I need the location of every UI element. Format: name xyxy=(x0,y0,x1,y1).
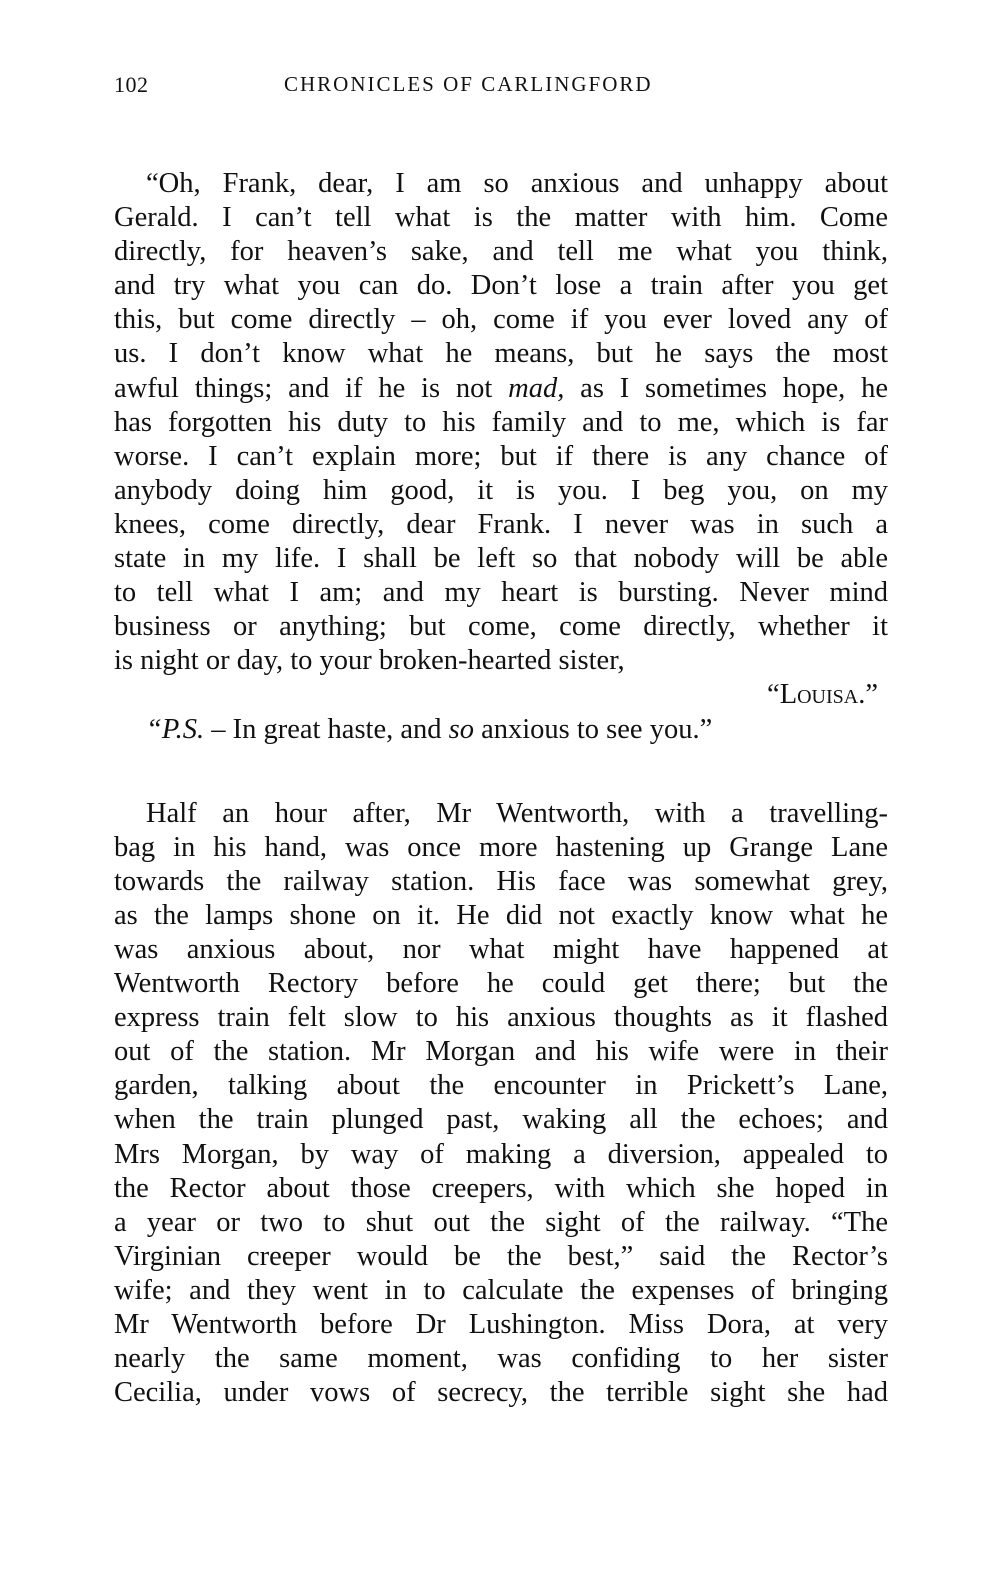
text-line: Virginian creeper would be the best,” said the Rector’s xyxy=(114,1240,888,1272)
body-text xyxy=(114,167,888,1410)
section-gap xyxy=(114,747,888,797)
text-line xyxy=(114,372,888,406)
text-line: was anxious about, nor what might have happened at xyxy=(114,933,888,965)
text-line: Gerald. I can’t tell what is the matter with him. Come xyxy=(114,202,888,234)
text-line: knees, come directly, dear Frank. I never was in such a xyxy=(114,508,888,540)
page-header xyxy=(114,72,888,106)
text-line: a year or two to shut out the sight of the railway. “The xyxy=(114,1206,888,1238)
text-line: garden, talking about the encounter in Prickett’s Lane, xyxy=(114,1070,888,1102)
letter xyxy=(114,167,888,747)
text-line: express train felt slow to his anxious thoughts as it flashed xyxy=(114,1002,888,1034)
text-line: “Oh, Frank, dear, I am so anxious and unhappy about xyxy=(146,168,888,199)
text-line: Mrs Morgan, by way of making a diversion, appealed to xyxy=(114,1138,888,1170)
text-line: has forgotten his duty to his family and to me, which is far xyxy=(114,406,888,438)
postscript xyxy=(114,713,888,747)
signature: “Louisa.” xyxy=(767,679,878,711)
text-line: towards the railway station. His face was somewhat grey, xyxy=(114,865,888,897)
text-line: Wentworth Rectory before he could get there; but the xyxy=(114,968,888,1000)
text-line: Half an hour after, Mr Wentworth, with a travelling- xyxy=(146,797,888,829)
text-segment: awful things; and if he is not xyxy=(114,372,509,404)
text-segment: – In great haste, and xyxy=(204,713,449,745)
text-line: nearly the same moment, was confiding to her sister xyxy=(114,1343,888,1375)
narrative-paragraph xyxy=(114,797,888,1411)
text-line: directly, for heaven’s sake, and tell me what you think, xyxy=(114,236,888,268)
text-line: anybody doing him good, it is you. I beg you, on my xyxy=(114,474,888,506)
text-line: this, but come directly – oh, come if you ever loved any of xyxy=(114,304,888,336)
text-segment: as I sometimes hope, he xyxy=(564,372,889,404)
text-line: to tell what I am; and my heart is bursting. Never mind xyxy=(114,577,888,609)
text-line: business or anything; but come, come directly, whether it xyxy=(114,611,888,643)
text-line: and try what you can do. Don’t lose a train after you get xyxy=(114,270,888,302)
ps-label: “P.S. xyxy=(146,713,205,745)
text-line: Mr Wentworth before Dr Lushington. Miss Dora, at very xyxy=(114,1309,888,1340)
text-line: when the train plunged past, waking all the echoes; and xyxy=(114,1104,888,1136)
text-line: wife; and they went in to calculate the expenses of bringing xyxy=(114,1274,888,1306)
text-segment: anxious to see you.” xyxy=(473,713,713,745)
page-number: 102 xyxy=(114,72,149,97)
text-line: as the lamps shone on it. He did not exactly know what he xyxy=(114,899,888,931)
text-line: state in my life. I shall be left so that nobody will be able xyxy=(114,543,888,575)
running-title: CHRONICLES OF CARLINGFORD xyxy=(284,72,653,96)
text-line: us. I don’t know what he means, but he says the most xyxy=(114,338,888,370)
text-line: out of the station. Mr Morgan and his wife were in their xyxy=(114,1036,888,1068)
text-line: the Rector about those creepers, with which she hoped in xyxy=(114,1172,888,1204)
text-line: bag in his hand, was once more hastening up Grange Lane xyxy=(114,831,888,863)
text-line: is night or day, to your broken-hearted sister, xyxy=(114,645,625,677)
text-line: worse. I can’t explain more; but if there is any chance of xyxy=(114,440,888,472)
text-line: Cecilia, under vows of secrecy, the terrible sight she had xyxy=(114,1377,888,1409)
emphasis-so: so xyxy=(448,713,474,745)
emphasis-mad: mad, xyxy=(508,372,565,404)
